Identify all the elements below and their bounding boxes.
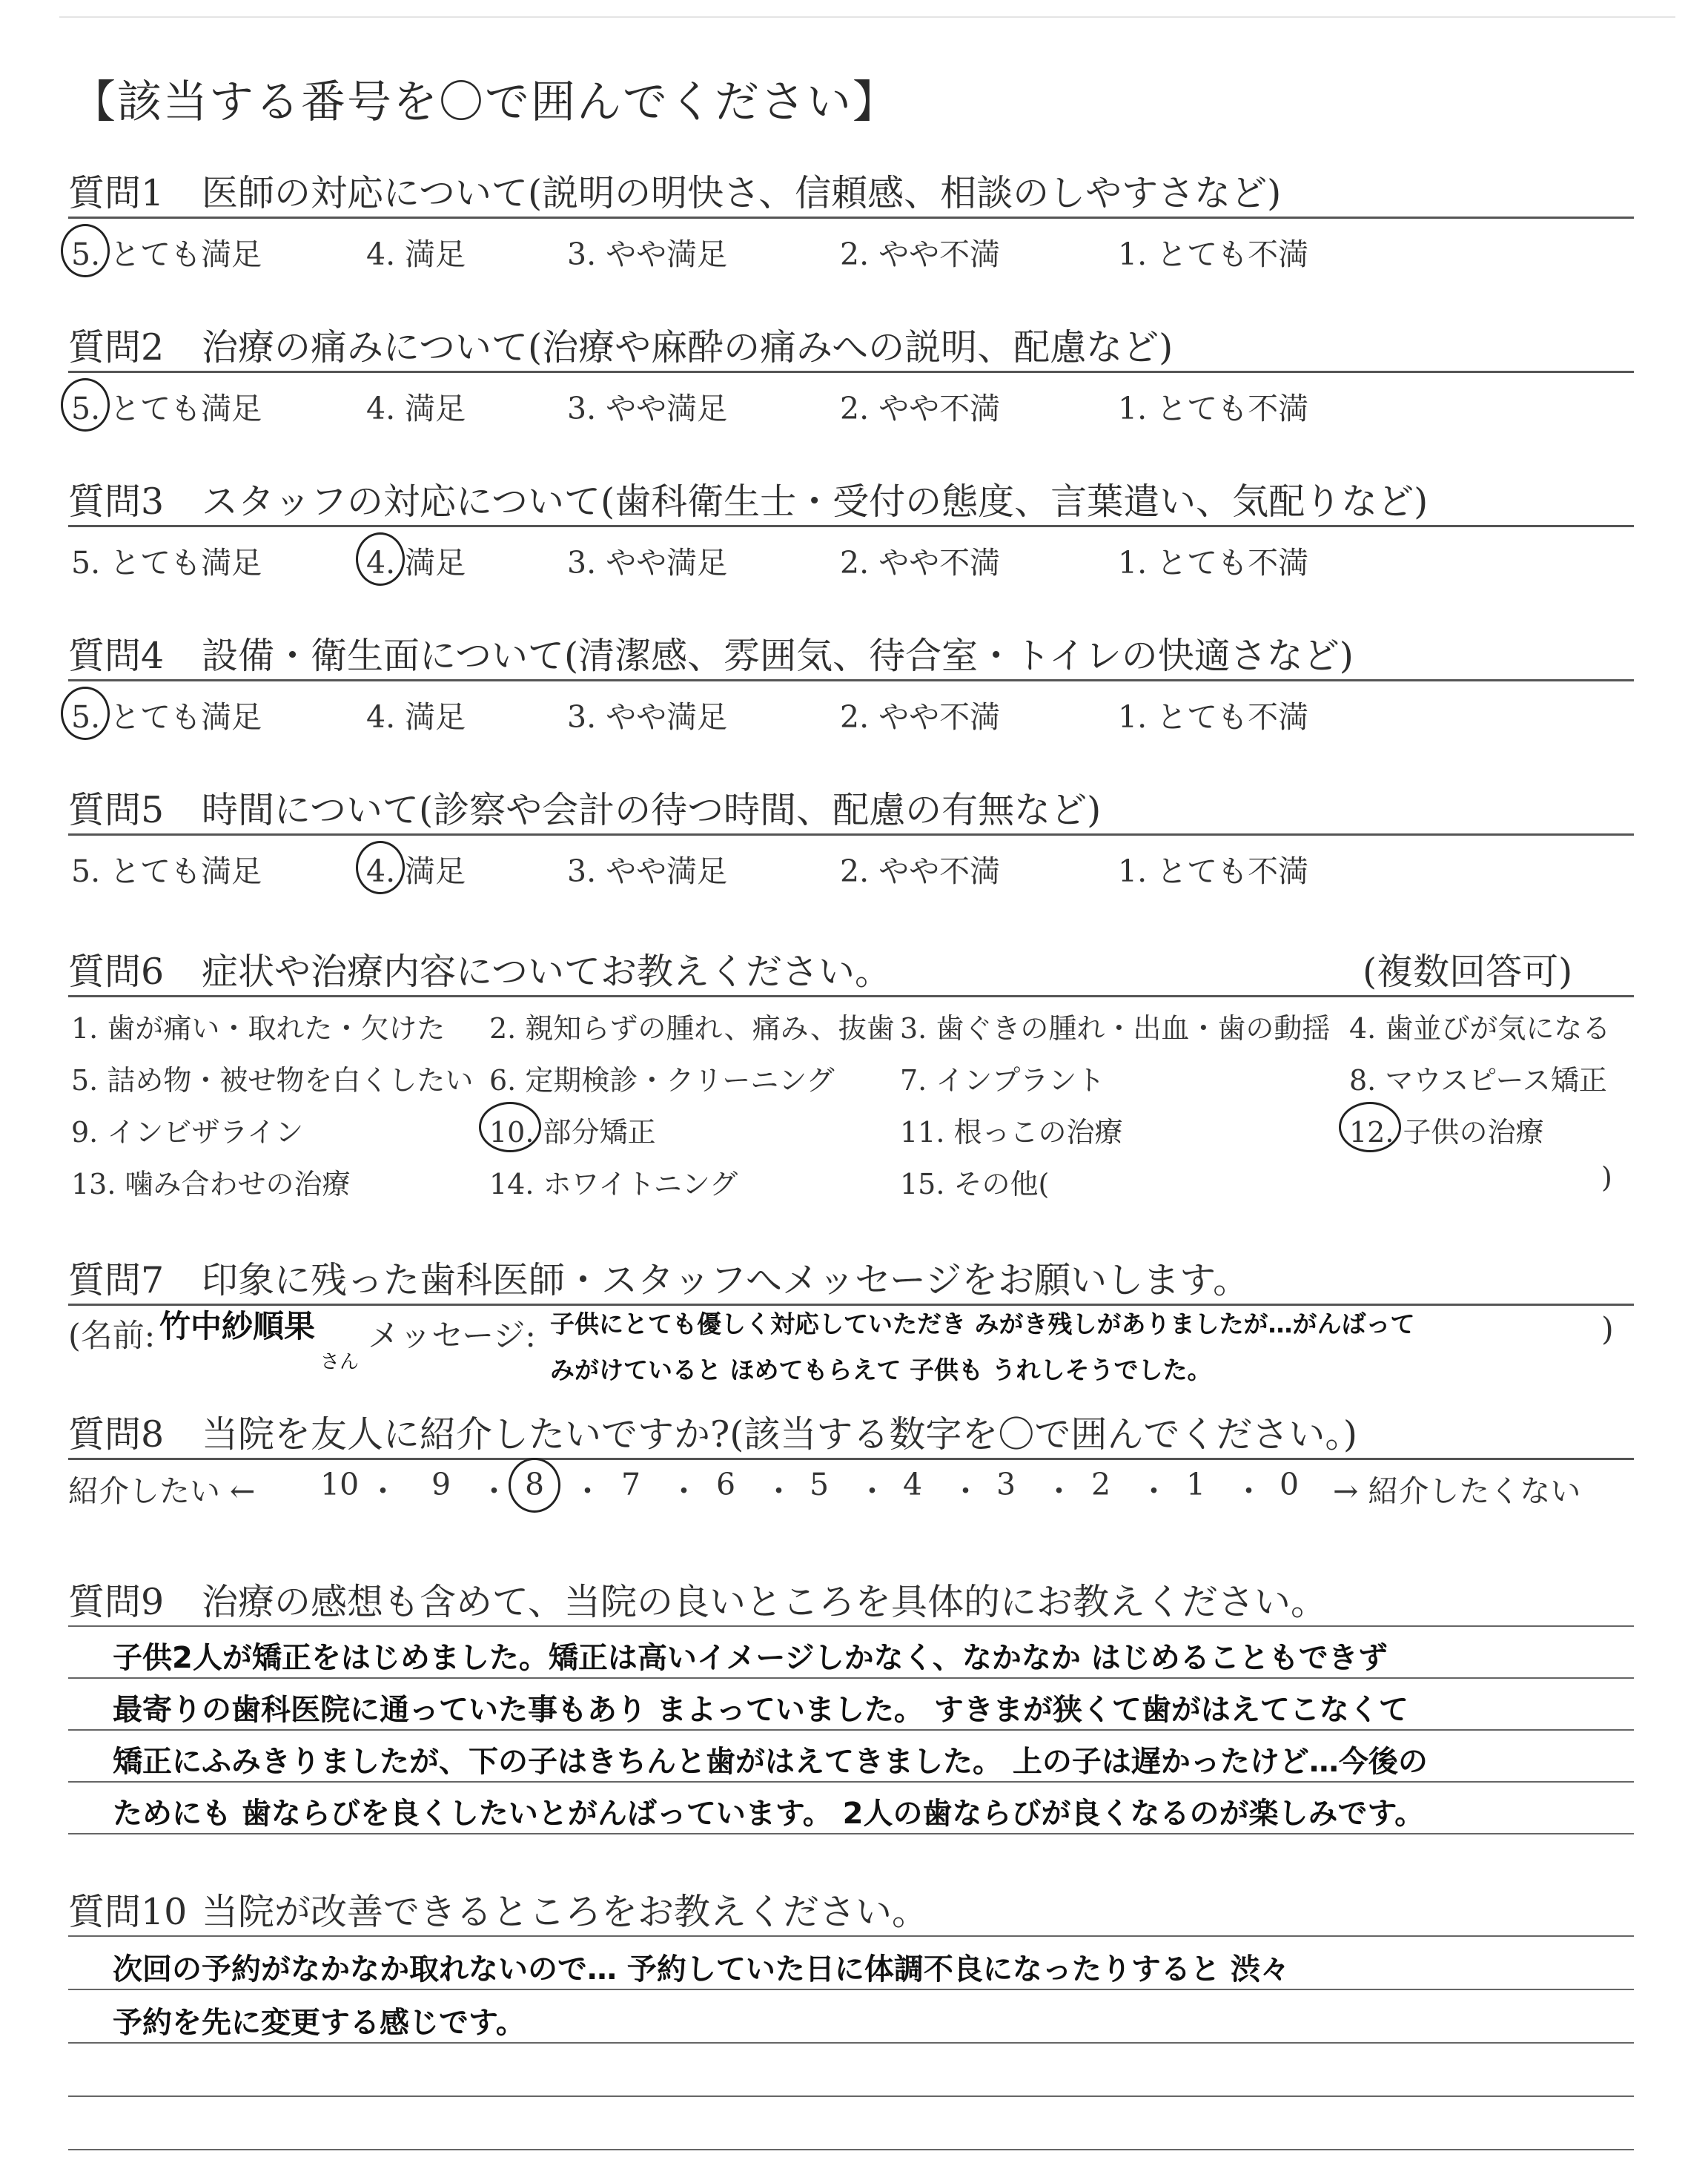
- q10-line-2[interactable]: 予約を先に変更する感じです。: [113, 2006, 526, 2040]
- q3-option-1[interactable]: 1. とても不満: [1118, 545, 1309, 581]
- q8-scale-dot: ・: [1139, 1473, 1169, 1509]
- q7-message-line-2[interactable]: みがけていると ほめてもらえて 子供も うれしそうでした。: [550, 1355, 1212, 1384]
- q10-writing-rule: [68, 2095, 1634, 2097]
- q1-option-3[interactable]: 3. やや満足: [567, 237, 728, 272]
- q1-option-2[interactable]: 2. やや不満: [840, 237, 1001, 272]
- q4-text: 設備・衛生面について(清潔感、雰囲気、待合室・トイレの快適さなど): [202, 635, 1354, 677]
- q9-writing-rule: [68, 1729, 1634, 1731]
- q5-option-5[interactable]: 5. とても満足: [71, 853, 262, 889]
- top-edge-line: [59, 16, 1675, 18]
- q6-item-4[interactable]: 4. 歯並びが気になる: [1349, 1012, 1611, 1045]
- q8-scale-9[interactable]: 9: [431, 1467, 451, 1502]
- q6-item-13[interactable]: 13. 噛み合わせの治療: [71, 1168, 351, 1200]
- q1-rule: [68, 217, 1634, 219]
- q2-label: 質問2: [68, 326, 165, 369]
- q2-option-2[interactable]: 2. やや不満: [840, 391, 1001, 426]
- q5-label: 質問5: [68, 789, 165, 831]
- q6-item-3[interactable]: 3. 歯ぐきの腫れ・出血・歯の動揺: [900, 1012, 1331, 1045]
- q9-line-2[interactable]: 最寄りの歯科医院に通っていた事もあり まよっていました。 すきまが狭くて歯がはえてこなくて: [113, 1693, 1409, 1727]
- q9-writing-rule: [68, 1833, 1634, 1834]
- q6-item-12[interactable]: 12. 子供の治療: [1349, 1116, 1544, 1149]
- q2-option-3[interactable]: 3. やや満足: [567, 391, 728, 426]
- q7-message-label: メッセージ:: [368, 1318, 536, 1355]
- q5-option-3[interactable]: 3. やや満足: [567, 853, 728, 889]
- q9-writing-rule: [68, 1625, 1634, 1627]
- q8-scale-dot: ・: [479, 1473, 509, 1509]
- q2-text: 治療の痛みについて(治療や麻酔の痛みへの説明、配慮など): [202, 326, 1174, 369]
- q6-rule: [68, 995, 1634, 997]
- q7-message-line-1[interactable]: 子供にとても優しく対応していただき みがき残しがありましたが…がんばって: [550, 1309, 1415, 1338]
- q6-selected-circle-12: [1339, 1102, 1401, 1152]
- q7-name-value[interactable]: 竹中紗順果: [159, 1308, 316, 1344]
- q9-line-4[interactable]: ためにも 歯ならびを良くしたいとがんばっています。 2人の歯ならびが良くなるのが楽しみです。: [113, 1797, 1425, 1831]
- q8-selected-circle: [509, 1458, 560, 1513]
- q8-scale-6[interactable]: 6: [716, 1467, 736, 1502]
- q9-label: 質問9: [68, 1581, 165, 1623]
- q8-scale-dot: ・: [1044, 1473, 1074, 1509]
- q6-item-11[interactable]: 11. 根っこの治療: [900, 1116, 1123, 1149]
- q8-scale-0[interactable]: 0: [1280, 1467, 1300, 1502]
- q3-label: 質問3: [68, 480, 165, 523]
- q4-option-1[interactable]: 1. とても不満: [1118, 699, 1309, 735]
- q8-scale-dot: ・: [368, 1473, 398, 1509]
- q2-selected-circle: [61, 378, 110, 432]
- q10-line-1[interactable]: 次回の予約がなかなか取れないので… 予約していた日に体調不良になったりすると 渋々: [113, 1952, 1290, 1986]
- q10-label: 質問10: [68, 1891, 188, 1933]
- q8-scale-5[interactable]: 5: [810, 1467, 830, 1502]
- q9-writing-rule: [68, 1677, 1634, 1679]
- q6-item-15[interactable]: 15. その他(: [900, 1168, 1050, 1200]
- q6-item-5[interactable]: 5. 詰め物・被せ物を白くしたい: [71, 1064, 474, 1097]
- q1-text: 医師の対応について(説明の明快さ、信頼感、相談のしやすさなど): [202, 172, 1282, 214]
- q8-right-label: → 紹介したくない: [1333, 1473, 1581, 1509]
- q8-scale-dot: ・: [1234, 1473, 1264, 1509]
- q6-item-14[interactable]: 14. ホワイトニング: [489, 1168, 738, 1200]
- q4-selected-circle: [61, 687, 110, 740]
- q8-scale-1[interactable]: 1: [1186, 1467, 1206, 1502]
- q2-rule: [68, 371, 1634, 373]
- q10-writing-rule: [68, 2042, 1634, 2044]
- q8-scale-dot: ・: [764, 1473, 794, 1509]
- q8-text: 当院を友人に紹介したいですか?(該当する数字を〇で囲んでください。): [202, 1413, 1358, 1456]
- q10-writing-rule: [68, 2149, 1634, 2150]
- q6-item-6[interactable]: 6. 定期検診・クリーニング: [489, 1064, 835, 1097]
- q1-label: 質問1: [68, 172, 165, 214]
- q2-option-4[interactable]: 4. 満足: [366, 391, 466, 426]
- q8-scale-8[interactable]: 8: [525, 1467, 545, 1502]
- q10-writing-rule: [68, 1989, 1634, 1990]
- q8-rule: [68, 1458, 1634, 1460]
- q6-selected-circle-10: [479, 1102, 541, 1152]
- q1-option-1[interactable]: 1. とても不満: [1118, 237, 1309, 272]
- q7-text: 印象に残った歯科医師・スタッフへメッセージをお願いします。: [202, 1259, 1250, 1301]
- q3-option-4[interactable]: 4. 満足: [366, 545, 466, 581]
- q6-item-1[interactable]: 1. 歯が痛い・取れた・欠けた: [71, 1012, 446, 1045]
- q8-scale-7[interactable]: 7: [621, 1467, 641, 1502]
- q7-name-suffix: さん: [320, 1351, 360, 1373]
- q9-line-3[interactable]: 矯正にふみきりましたが、下の子はきちんと歯がはえてきました。 上の子は遅かったけど…今後の: [113, 1745, 1428, 1779]
- q5-option-1[interactable]: 1. とても不満: [1118, 853, 1309, 889]
- q8-scale-4[interactable]: 4: [903, 1467, 923, 1502]
- q8-scale-dot: ・: [669, 1473, 699, 1509]
- q10-writing-rule: [68, 1935, 1634, 1937]
- q3-text: スタッフの対応について(歯科衛生士・受付の態度、言葉遣い、気配りなど): [202, 480, 1429, 523]
- q7-name-label: (名前:: [68, 1318, 156, 1355]
- q8-scale-dot: ・: [857, 1473, 887, 1509]
- q8-scale-dot: ・: [572, 1473, 603, 1509]
- q8-scale-dot: ・: [950, 1473, 981, 1509]
- q4-option-4[interactable]: 4. 満足: [366, 699, 466, 735]
- q6-item-other-close: ): [1601, 1161, 1612, 1194]
- q3-selected-circle: [356, 532, 405, 586]
- q6-label: 質問6: [68, 951, 165, 993]
- q5-selected-circle: [356, 841, 405, 894]
- q9-text: 治療の感想も含めて、当院の良いところを具体的にお教えください。: [202, 1581, 1328, 1623]
- q2-option-5[interactable]: 5. とても満足: [71, 391, 262, 426]
- q6-note: (複数回答可): [1363, 951, 1573, 993]
- q3-option-2[interactable]: 2. やや不満: [840, 545, 1001, 581]
- q7-label: 質問7: [68, 1259, 165, 1301]
- q10-text: 当院が改善できるところをお教えください。: [202, 1891, 929, 1933]
- q5-option-4[interactable]: 4. 満足: [366, 853, 466, 889]
- q8-scale-3[interactable]: 3: [996, 1467, 1016, 1502]
- q8-scale-10[interactable]: 10: [320, 1467, 360, 1502]
- q2-option-1[interactable]: 1. とても不満: [1118, 391, 1309, 426]
- q6-item-7[interactable]: 7. インプラント: [900, 1064, 1105, 1097]
- q4-rule: [68, 679, 1634, 681]
- q1-option-4[interactable]: 4. 満足: [366, 237, 466, 272]
- q9-writing-rule: [68, 1781, 1634, 1783]
- q4-option-2[interactable]: 2. やや不満: [840, 699, 1001, 735]
- q3-option-5[interactable]: 5. とても満足: [71, 545, 262, 581]
- q5-rule: [68, 833, 1634, 836]
- q1-option-5[interactable]: 5. とても満足: [71, 237, 262, 272]
- q8-scale-2[interactable]: 2: [1091, 1467, 1111, 1502]
- q6-item-10[interactable]: 10. 部分矯正: [489, 1116, 656, 1149]
- q1-selected-circle: [61, 224, 110, 277]
- q4-option-5[interactable]: 5. とても満足: [71, 699, 262, 735]
- q6-item-9[interactable]: 9. インビザライン: [71, 1116, 304, 1149]
- q6-item-8[interactable]: 8. マウスピース矯正: [1349, 1064, 1607, 1097]
- q8-left-label: 紹介したい ←: [68, 1473, 256, 1509]
- q5-text: 時間について(診察や会計の待つ時間、配慮の有無など): [202, 789, 1102, 831]
- q3-option-3[interactable]: 3. やや満足: [567, 545, 728, 581]
- q5-option-2[interactable]: 2. やや不満: [840, 853, 1001, 889]
- q9-line-1[interactable]: 子供2人が矯正をはじめました。矯正は高いイメージしかなく、なかなか はじめることもできず: [113, 1641, 1388, 1675]
- q4-label: 質問4: [68, 635, 165, 677]
- q6-item-2[interactable]: 2. 親知らずの腫れ、痛み、抜歯: [489, 1012, 895, 1045]
- q6-text: 症状や治療内容についてお教えください。: [202, 951, 892, 993]
- q3-rule: [68, 525, 1634, 527]
- q8-label: 質問8: [68, 1413, 165, 1456]
- q7-close-paren: ): [1601, 1311, 1614, 1348]
- instruction-heading: 【該当する番号を〇で囲んでください】: [71, 76, 898, 128]
- q4-option-3[interactable]: 3. やや満足: [567, 699, 728, 735]
